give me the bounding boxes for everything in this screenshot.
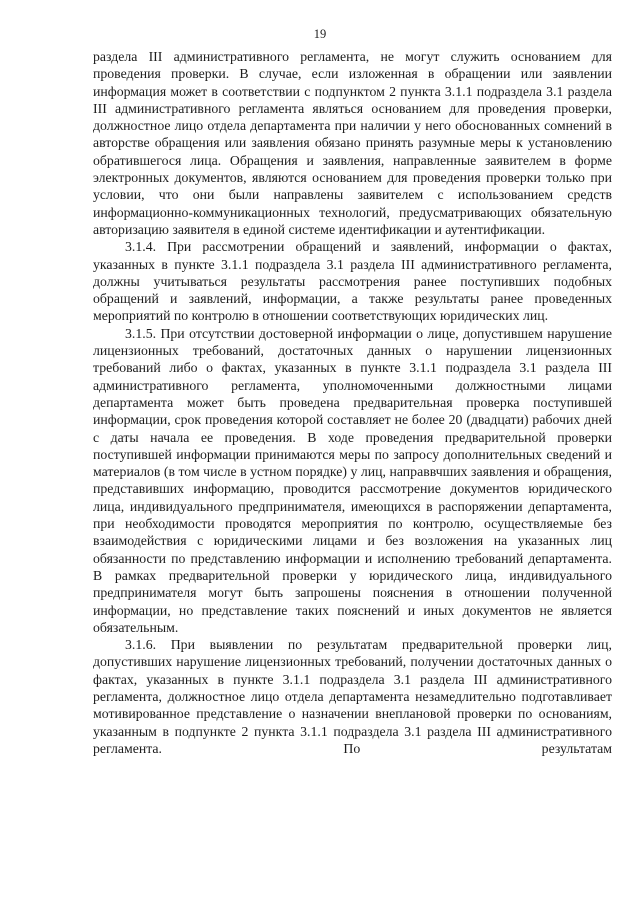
page-number: 19 [313, 27, 327, 41]
paragraph-3-1-4: 3.1.4. При рассмотрении обращений и заявлений, информации о фактах, указанных в пункте 3.1.1 подраздела 3.1 раздела III административного регламента, должны учитываться результаты рассмотрения ранее поступивших подобных обращений и заявлений, информации, а также результаты ранее проведенных мероприятий по контролю в отношении соответствующих юридических лиц. [93, 239, 612, 324]
paragraph-3-1-5: 3.1.5. При отсутствии достоверной информации о лице, допустившем нарушение лицензионных требований, достаточных данных о нарушении лицензионных требований либо о фактах, указанных в пункте 3.1.1 подраздела 3.1 раздела III административного регламента, уполномоченными должностными лицами департамента может быть проведена предварительная проверка поступившей информации, срок проведения которой составляет не более 20 (двадцати) рабочих дней с даты начала ее проведения. В ходе проведения предварительной проверки поступившей информации принимаются меры по запросу дополнительных сведений и материалов (в том числе в устном порядке) у лиц, направвчших заявления и обращения, представивших информацию, проводится рассмотрение документов юридического лица, индивидуального предпринимателя, имеющихся в распоряжении департамента, при необходимости проводятся мероприятия по контролю, осуществляемые без взаимодействия с юридическими лицами и без возложения на указанных лиц обязанности по представлению информации и исполнению требований департамента. В рамках предварительной проверки у юридического лица, индивидуального предпринимателя могут быть запрошены пояснения в отношении полученной информации, но представление таких пояснений и иных документов не является обязательным. [93, 325, 612, 635]
document-body [93, 48, 612, 757]
paragraph-continuation: раздела III административного регламента, не могут служить основанием для проведения проверки. В случае, если изложенная в обращении или заявлении информация может в соответствии с подпунктом 2 пункта 3.1.1 подраздела 3.1 раздела III административного регламента являться основанием для проведения проверки, должностное лицо отдела департамента при наличии у него обоснованных сомнений в авторстве обращения или заявления обязано принять разумные меры к установлению обратившегося лица. Обращения и заявления, направленные заявителем в форме электронных документов, являются основанием для проведения проверки только при условии, что они были направлены заявителем с использованием средств информационно-коммуникационных технологий, предусматривающих обязательную авторизацию заявителя в единой системе идентификации и аутентификации. [93, 49, 612, 237]
paragraph-3-1-6: 3.1.6. При выявлении по результатам предварительной проверки лиц, допустивших нарушение лицензионных требований, получении достаточных данных о фактах, указанных в пункте 3.1.1 подраздела 3.1 раздела III административного регламента, должностное лицо отдела департамента незамедлительно подготавливает мотивированное представление о назначении внеплановой проверки по основаниям, указанным в подпункте 2 пункта 3.1.1 подраздела 3.1 раздела III административного регламента. По результатам [93, 637, 612, 756]
